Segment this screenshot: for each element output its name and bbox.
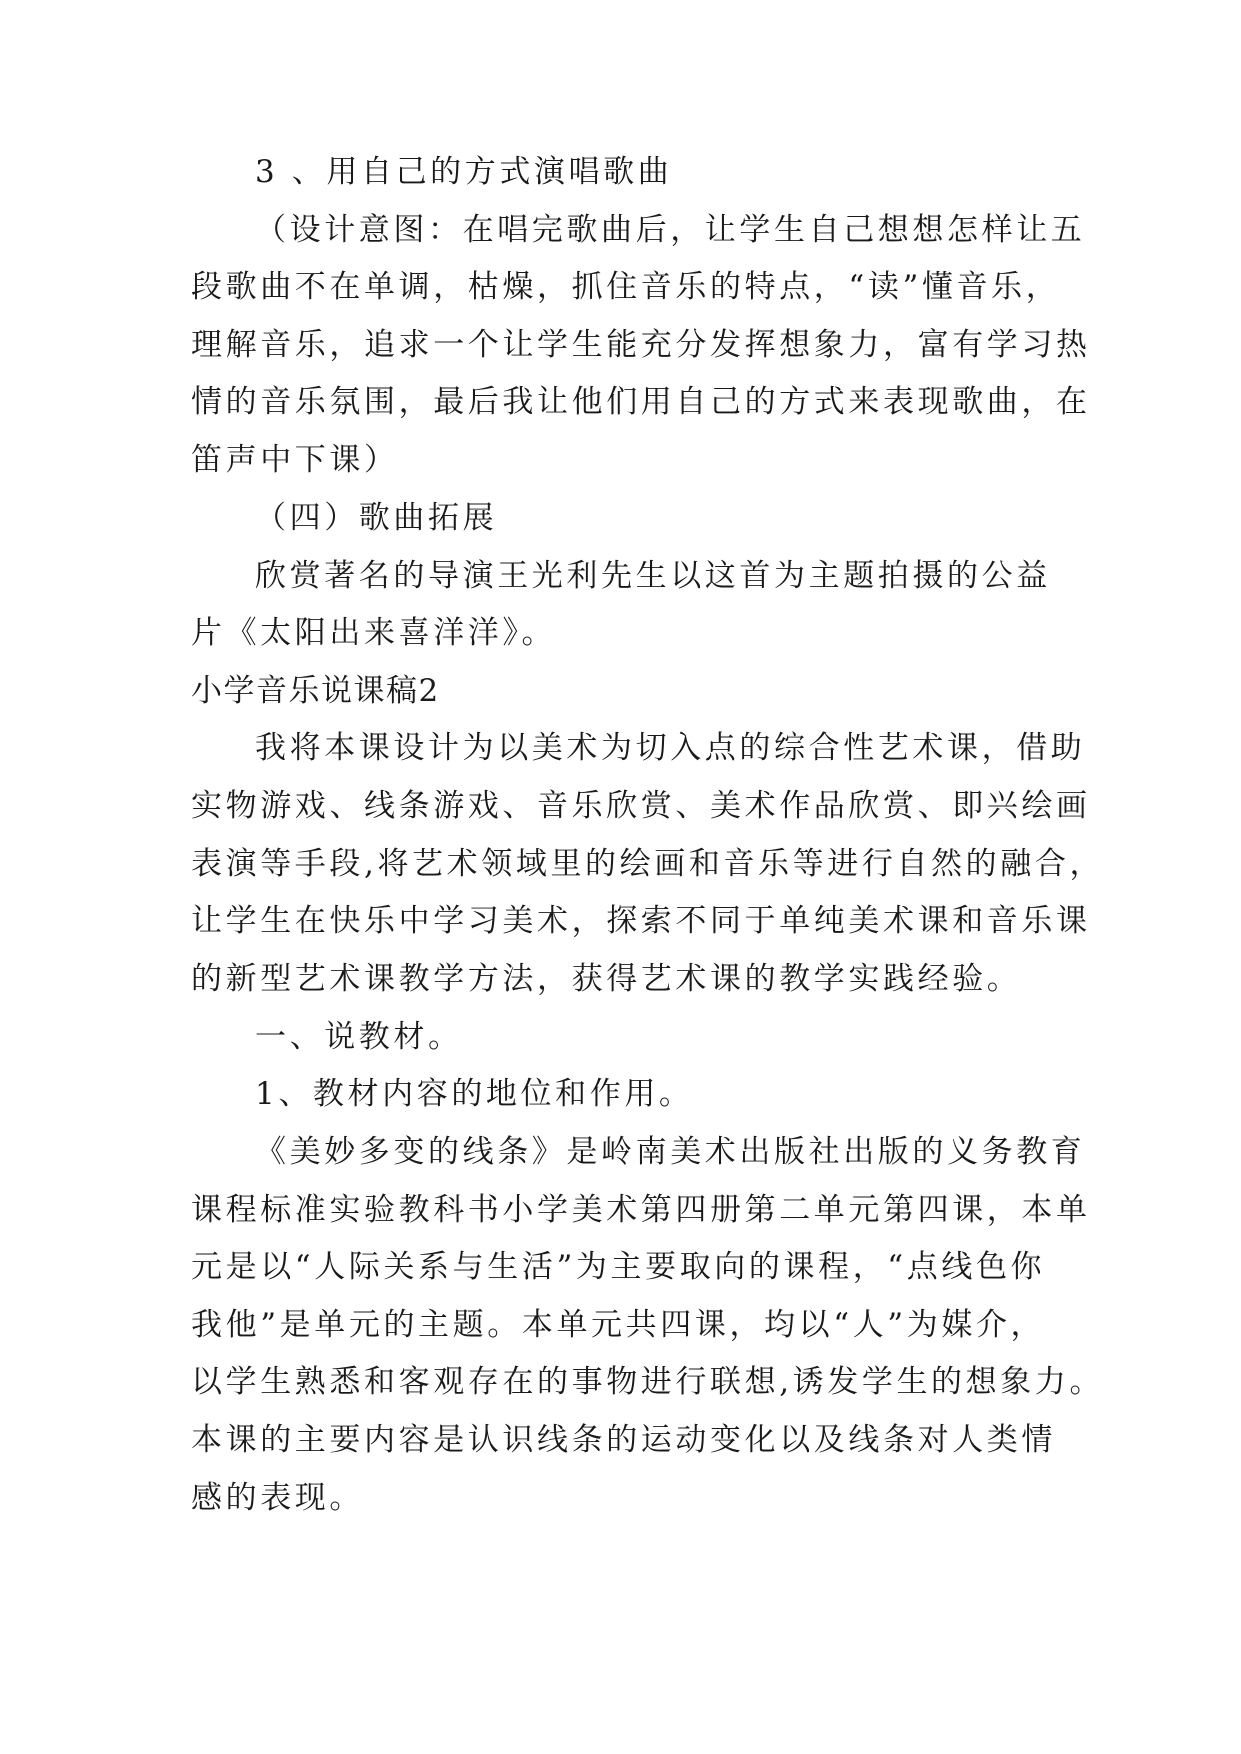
document-title: 小学音乐说课稿2	[191, 673, 440, 709]
paragraph-line: 段歌曲不在单调，枯燥，抓住音乐的特点，“读”懂音乐，	[191, 269, 1061, 305]
paragraph-line: 理解音乐，追求一个让学生能充分发挥想象力，富有学习热	[191, 327, 1091, 363]
section-heading: 一、说教材。	[255, 1019, 463, 1055]
paragraph-line: 片《太阳出来喜洋洋》。	[191, 615, 557, 651]
paragraph-line: 欣赏著名的导演王光利先生以这首为主题拍摄的公益	[255, 558, 1051, 594]
paragraph-line: （设计意图：在唱完歌曲后，让学生自己想想怎样让五	[255, 212, 1086, 248]
paragraph-line: 感的表现。	[191, 1480, 364, 1516]
paragraph-line: 的新型艺术课教学方法，获得艺术课的教学实践经验。	[191, 961, 1022, 997]
paragraph-line: 课程标准实验教科书小学美术第四册第二单元第四课，本单	[191, 1192, 1091, 1228]
paragraph-line: 以学生熟悉和客观存在的事物进行联想,诱发学生的想象力。	[191, 1364, 1105, 1400]
paragraph-line: 元是以“人际关系与生活”为主要取向的课程，“点线色你	[191, 1249, 1046, 1285]
paragraph-line: 情的音乐氛围，最后我让他们用自己的方式来表现歌曲，在	[191, 384, 1091, 420]
paragraph-line: 实物游戏、线条游戏、音乐欣赏、美术作品欣赏、即兴绘画	[191, 788, 1091, 824]
paragraph-line: 我他”是单元的主题。本单元共四课，均以“人”为媒介，	[191, 1307, 1046, 1343]
section-heading: （四）歌曲拓展	[255, 500, 498, 536]
paragraph-line: 表演等手段,将艺术领域里的绘画和音乐等进行自然的融合，	[191, 846, 1105, 882]
paragraph-line: 本课的主要内容是认识线条的运动变化以及线条对人类情	[191, 1422, 1056, 1458]
subsection-heading: 1、教材内容的地位和作用。	[255, 1076, 694, 1112]
paragraph-line: 让学生在快乐中学习美术，探索不同于单纯美术课和音乐课	[191, 903, 1091, 939]
paragraph-line: 《美妙多变的线条》是岭南美术出版社出版的义务教育	[255, 1134, 1086, 1170]
paragraph-line: 3 、用自己的方式演唱歌曲	[255, 154, 673, 190]
paragraph-line: 我将本课设计为以美术为切入点的综合性艺术课，借助	[255, 730, 1086, 766]
paragraph-line: 笛声中下课）	[191, 442, 399, 478]
